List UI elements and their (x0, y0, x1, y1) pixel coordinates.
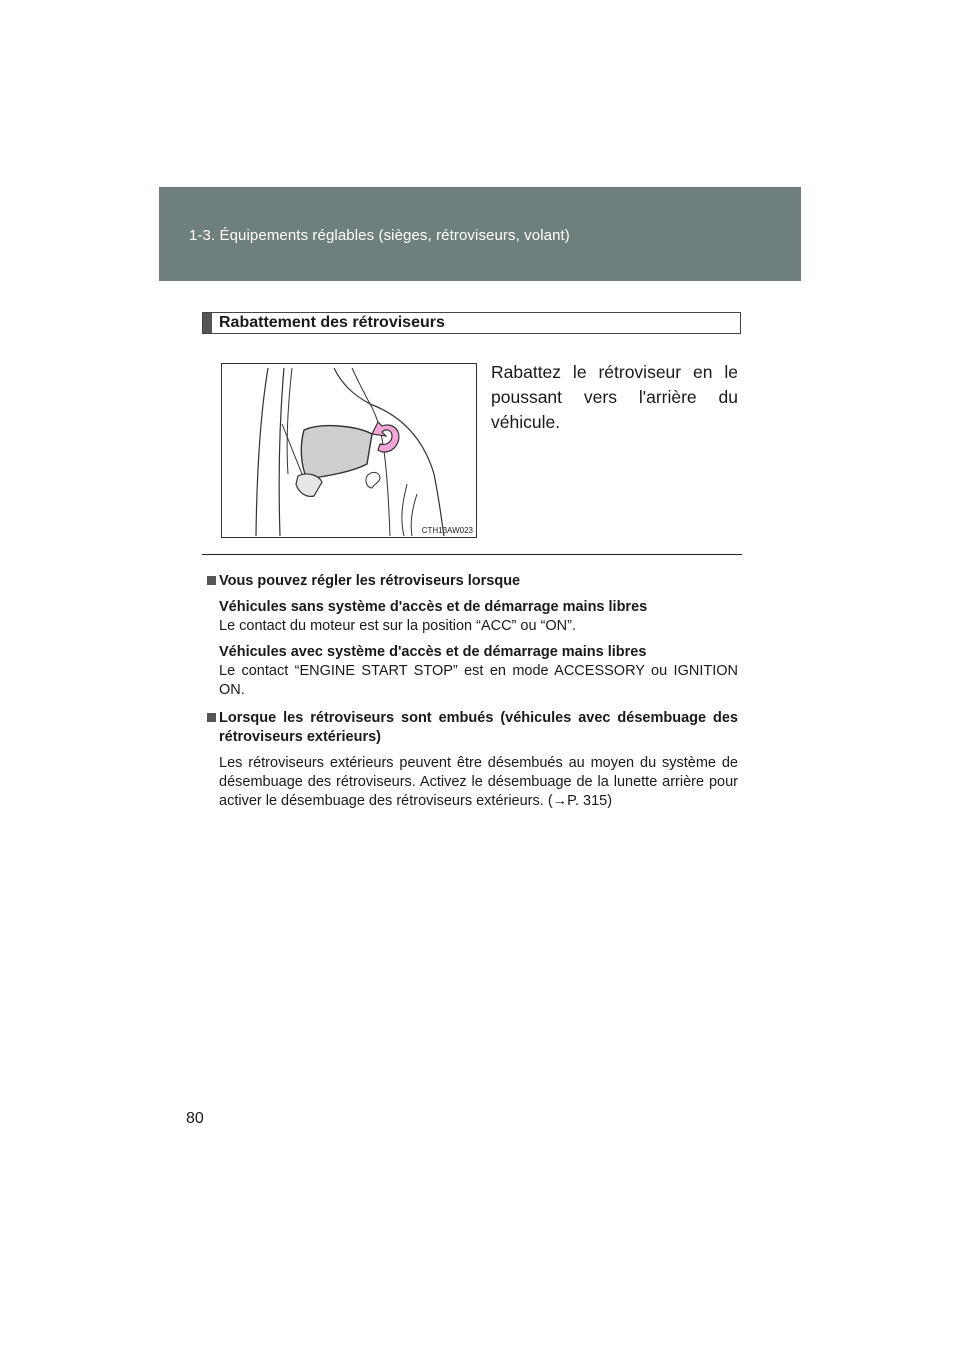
fold-arrow-icon (372, 422, 399, 452)
mirror-folding-illustration (221, 363, 477, 538)
mirror-glass (301, 426, 372, 479)
figure-code: CTH13AW023 (421, 526, 473, 535)
subsection-title: Véhicules sans système d'accès et de démarrage mains libres (219, 599, 648, 615)
instruction-text: Rabattez le rétroviseur en le poussant vers l'arrière du véhicule. (491, 362, 738, 432)
note-adjust-conditions (207, 572, 738, 700)
notes-section (207, 572, 738, 811)
note-heading: Lorsque les rétroviseurs sont embués (véhicules avec désembuage des rétroviseurs extérieurs) (219, 710, 738, 745)
heading-marker (203, 313, 212, 333)
square-bullet-icon (207, 576, 216, 585)
subsection-text: Le contact “ENGINE START STOP” est en mode ACCESSORY ou IGNITION ON. (219, 663, 738, 698)
note-defogging (207, 709, 738, 811)
subsection-title: Véhicules avec système d'accès et de démarrage mains libres (219, 644, 647, 660)
note-heading: Vous pouvez régler les rétroviseurs lorsque (219, 573, 521, 589)
page-number: 80 (186, 1110, 204, 1127)
mirror-base (296, 474, 322, 496)
section-title: Rabattement des rétroviseurs (219, 314, 445, 331)
note-paragraph: Les rétroviseurs extérieurs peuvent être désembués au moyen du système de désembuage des rétroviseurs. Activez le désembuage de la lunette arrière pour activer le désembuage des rétroviseurs extérieurs. (→P. 315) (219, 755, 738, 809)
subsection-text: Le contact du moteur est sur la position “ACC” ou “ON”. (219, 618, 577, 634)
section-heading (202, 312, 741, 334)
car-door-mirror-drawing (222, 364, 476, 537)
square-bullet-icon (207, 713, 216, 722)
chapter-path: 1-3. Équipements réglables (sièges, rétroviseurs, volant) (189, 227, 570, 244)
chapter-header-band (159, 187, 801, 281)
divider (202, 554, 742, 555)
